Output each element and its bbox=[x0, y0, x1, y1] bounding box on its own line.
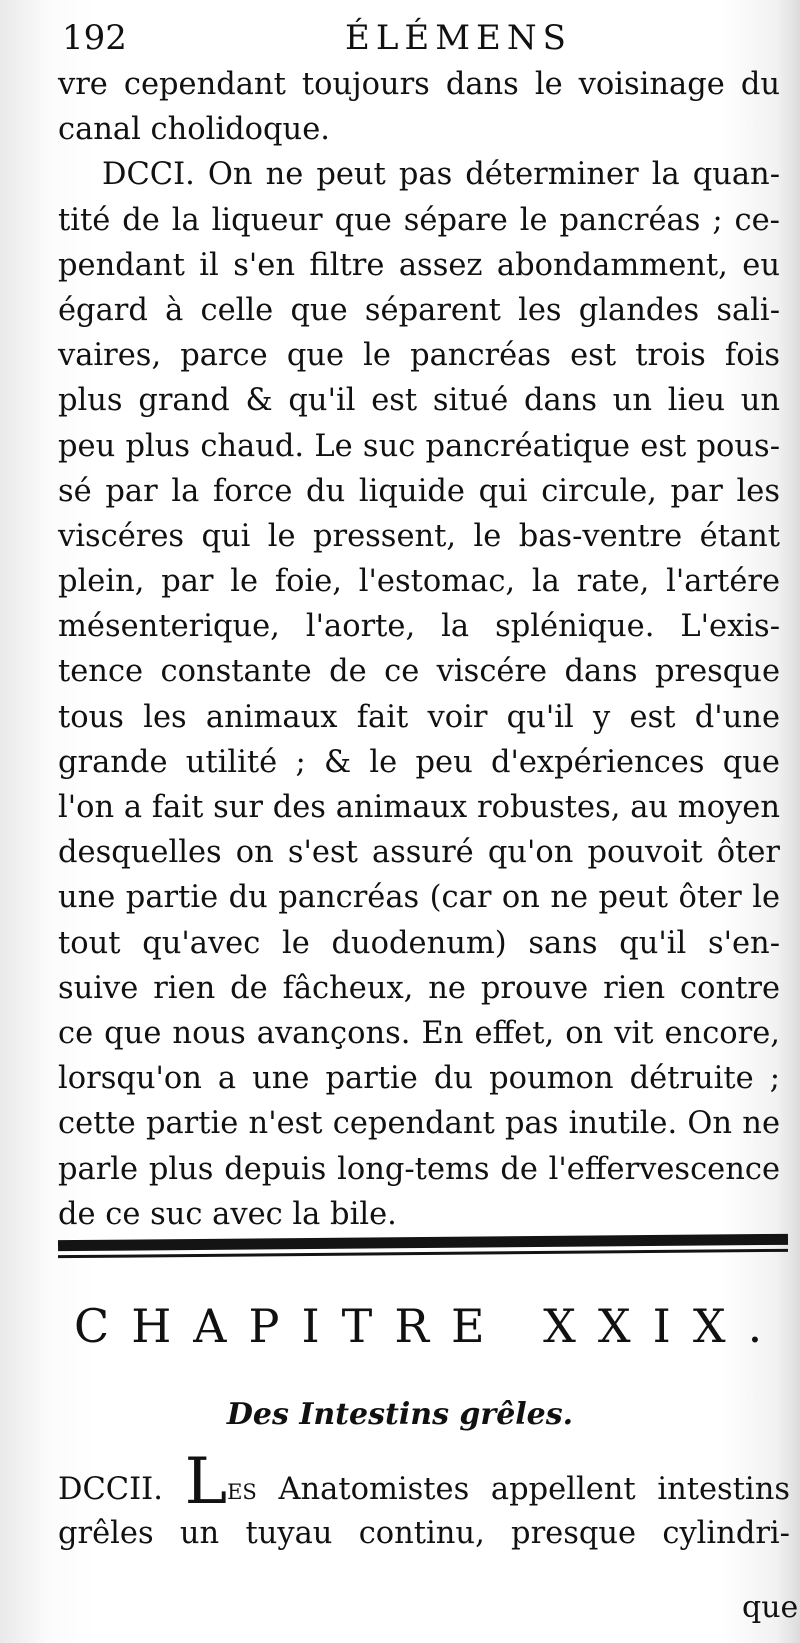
text-line: tence constante de ce viscére dans presque bbox=[58, 654, 780, 690]
text-line: grande utilité ; & le peu d'expériences que bbox=[58, 744, 780, 780]
text-line: l'on a fait sur des animaux robustes, au moyen bbox=[58, 790, 780, 825]
text-line: tous les animaux fait voir qu'il y est d'une bbox=[58, 699, 780, 735]
chapter-subtitle: Des Intestins grêles. bbox=[226, 1397, 574, 1432]
text-line: plein, par le foie, l'estomac, la rate, l'artére bbox=[58, 564, 780, 600]
text-line: lorsqu'on a une partie du poumon détruite ; bbox=[58, 1061, 780, 1097]
paragraph-702 bbox=[58, 1445, 790, 1558]
first-word-rest: es bbox=[227, 1472, 257, 1507]
drop-capital: L bbox=[184, 1445, 228, 1519]
text-line: canal cholidoque. bbox=[58, 112, 330, 148]
text-line: tout qu'avec le duodenum) sans qu'il s'en- bbox=[58, 925, 780, 961]
text-line: vre cependant toujours dans le voisinage du bbox=[58, 67, 780, 102]
line-remainder: Anatomistes appellent intestins bbox=[278, 1472, 790, 1507]
catchword: que bbox=[742, 1590, 799, 1625]
text-line: de ce suc avec la bile. bbox=[58, 1196, 397, 1232]
text-line: viscéres qui le pressent, le bas-ventre étant bbox=[58, 518, 780, 554]
text-line: ce que nous avançons. En effet, on vit encore, bbox=[58, 1015, 780, 1051]
text-line: DCCI. On ne peut pas déterminer la quan- bbox=[102, 157, 780, 193]
paragraph-number: DCCII. bbox=[58, 1472, 163, 1507]
chapter-divider-rule bbox=[58, 1237, 788, 1257]
text-line: vaires, parce que le pancréas est trois fois bbox=[58, 338, 780, 374]
text-line: tité de la liqueur que sépare le pancréas ; ce- bbox=[58, 202, 780, 238]
divider-thick-line bbox=[58, 1234, 788, 1251]
text-line: suive rien de fâcheux, ne prouve rien contre bbox=[58, 970, 780, 1006]
text-line: desquelles on s'est assuré qu'on pouvoit ôter bbox=[58, 835, 780, 871]
text-line: cette partie n'est cependant pas inutile. On ne bbox=[58, 1106, 780, 1142]
text-line bbox=[58, 1445, 790, 1519]
page-number: 192 bbox=[62, 18, 127, 58]
running-head bbox=[62, 14, 782, 62]
text-line: pendant il s'en filtre assez abondamment, eu bbox=[58, 247, 780, 283]
text-line: grêles un tuyau continu, presque cylindri- bbox=[58, 1516, 790, 1551]
text-line: plus grand & qu'il est situé dans un lieu un bbox=[58, 383, 780, 419]
text-line: sé par la force du liquide qui circule, par les bbox=[58, 473, 780, 509]
text-line: parle plus depuis long-tems de l'effervescence bbox=[58, 1151, 780, 1187]
text-line: peu plus chaud. Le suc pancréatique est pous- bbox=[58, 428, 780, 464]
chapter-title: CHAPITRE XXIX. bbox=[74, 1299, 785, 1353]
paragraph-701 bbox=[58, 62, 780, 1237]
text-line: une partie du pancréas (car on ne peut ôter le bbox=[58, 880, 780, 916]
text-line: mésenterique, l'aorte, la splénique. L'exis- bbox=[58, 609, 780, 645]
running-title: ÉLÉMENS bbox=[345, 18, 572, 58]
text-line: égard à celle que séparent les glandes sali- bbox=[58, 292, 780, 328]
